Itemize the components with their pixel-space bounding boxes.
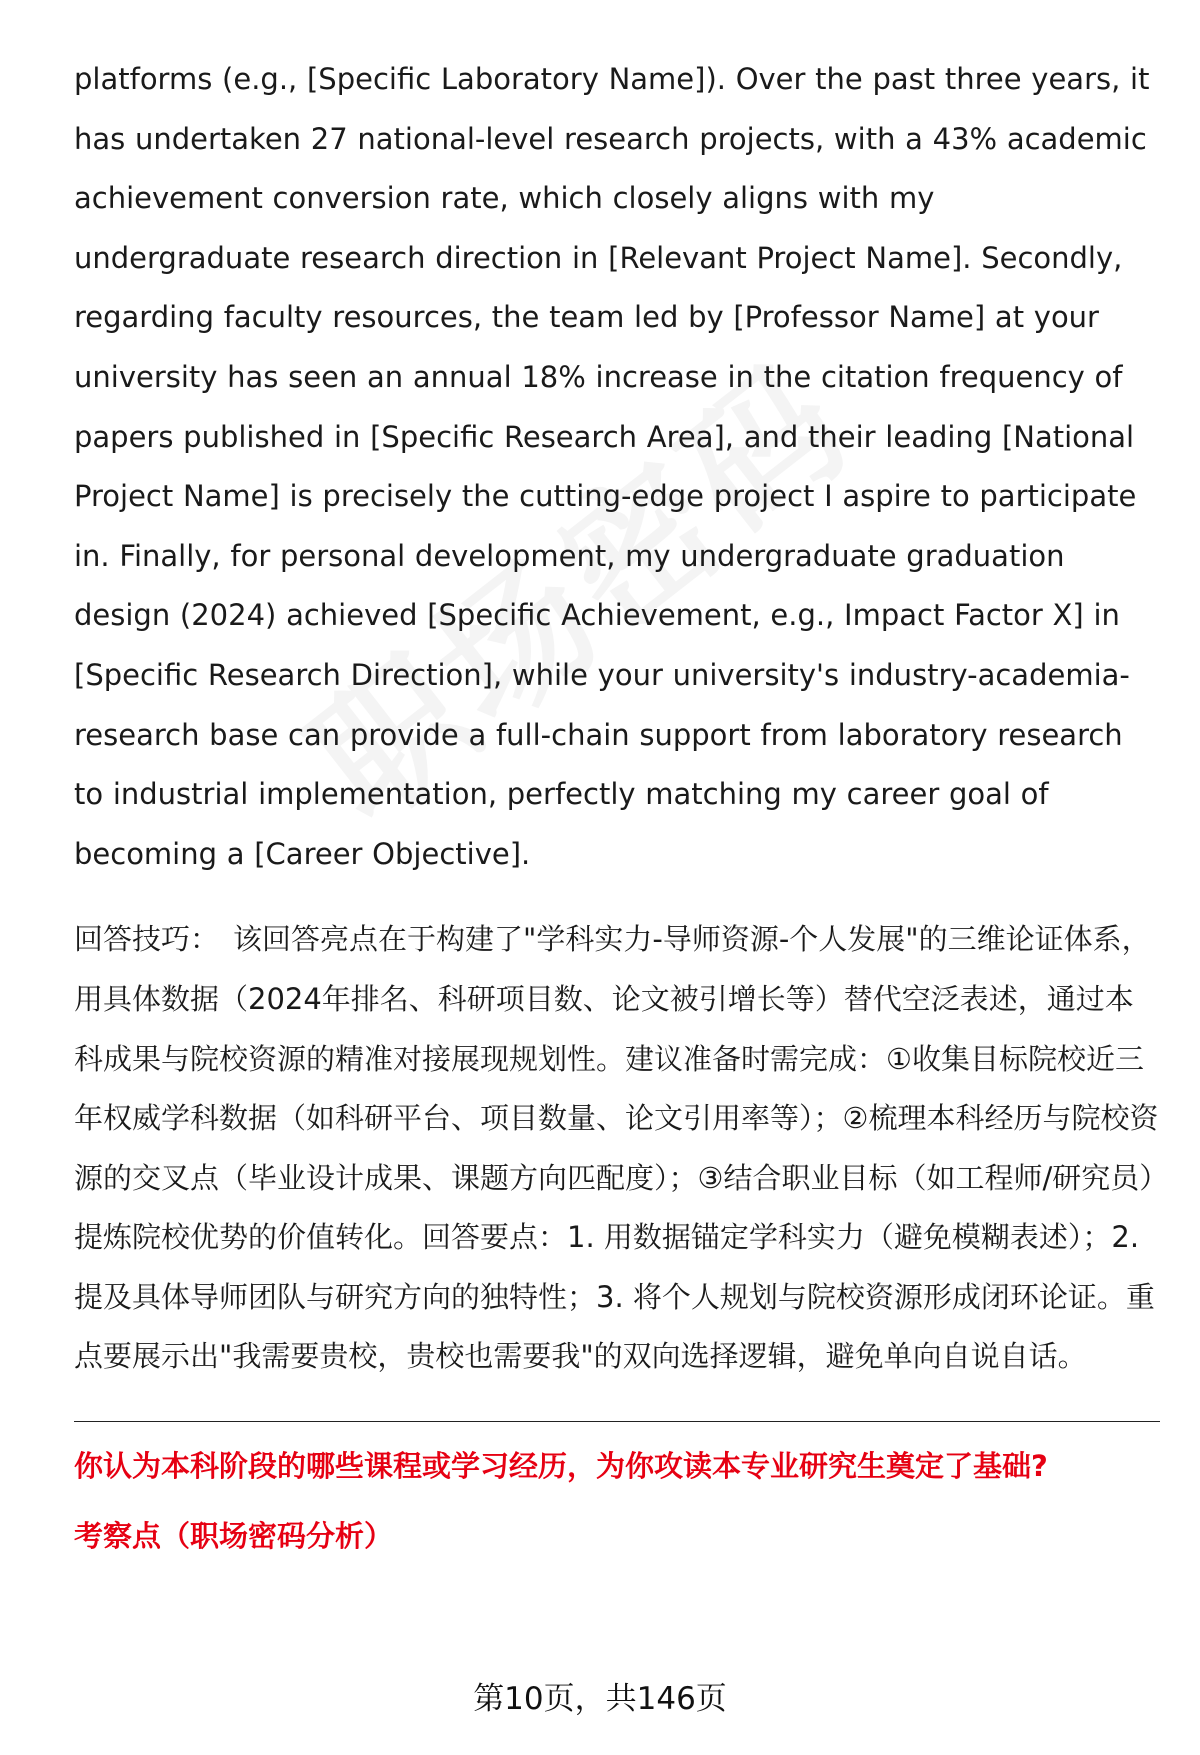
page-content [74, 50, 1160, 1558]
page-number-footer: 第10页，共146页 [473, 1681, 727, 1717]
section-divider [74, 1421, 1160, 1422]
tip-text: 该回答亮点在于构建了"学科实力-导师资源-个人发展"的三维论证体系，用具体数据（2024年排名、科研项目数、论文被引增长等）替代空泛表述，通过本科成果与院校资源的精准对接展现规划性。建议准备时需完成：①收集目标院校近三年权威学科数据（如科研平台、项目数量、论文引用率等）；②梳理本科经历与院校资源的交叉点（毕业设计成果、课题方向匹配度）；③结合职业目标（如工程师/研究员）提炼院校优势的价值转化。回答要点：1. 用数据锚定学科实力（避免模糊表述）；2. 提及具体导师团队与研究方向的独特性；3. 将个人规划与院校资源形成闭环论证。重点要展示出"我需要贵校，贵校也需要我"的双向选择逻辑，避免单向自说自话。 [74, 922, 1159, 1374]
section-heading: 考察点（职场密码分析） [74, 1519, 394, 1554]
answer-tips-paragraph [74, 910, 1160, 1387]
tip-label: 回答技巧： [74, 922, 220, 957]
question-heading: 你认为本科阶段的哪些课程或学习经历，为你攻读本专业研究生奠定了基础? [74, 1449, 1048, 1484]
answer-paragraph-english: platforms (e.g., [Specific Laboratory Name]). Over the past three years, it has undertaken 27 national-level research projects, with a 43% academic achievement conversion rate, which closely aligns with my undergraduate research direction in [Relevant Project Name]. Secondly, regarding faculty resources, the team led by [Professor Name] at your university has seen an annual 18% increase in the citation frequency of papers published in [Specific Research Area], and their leading [National Project Name] is precisely the cutting-edge project I aspire to participate in. Finally, for personal development, my undergraduate graduation design (2024) achieved [Specific Achievement, e.g., Impact Factor X] in [Specific Research Direction], while your university's industry-academia-research base can provide a full-chain support from laboratory research to industrial implementation, perfectly matching my career goal of becoming a [Career Objective]. [74, 62, 1150, 871]
